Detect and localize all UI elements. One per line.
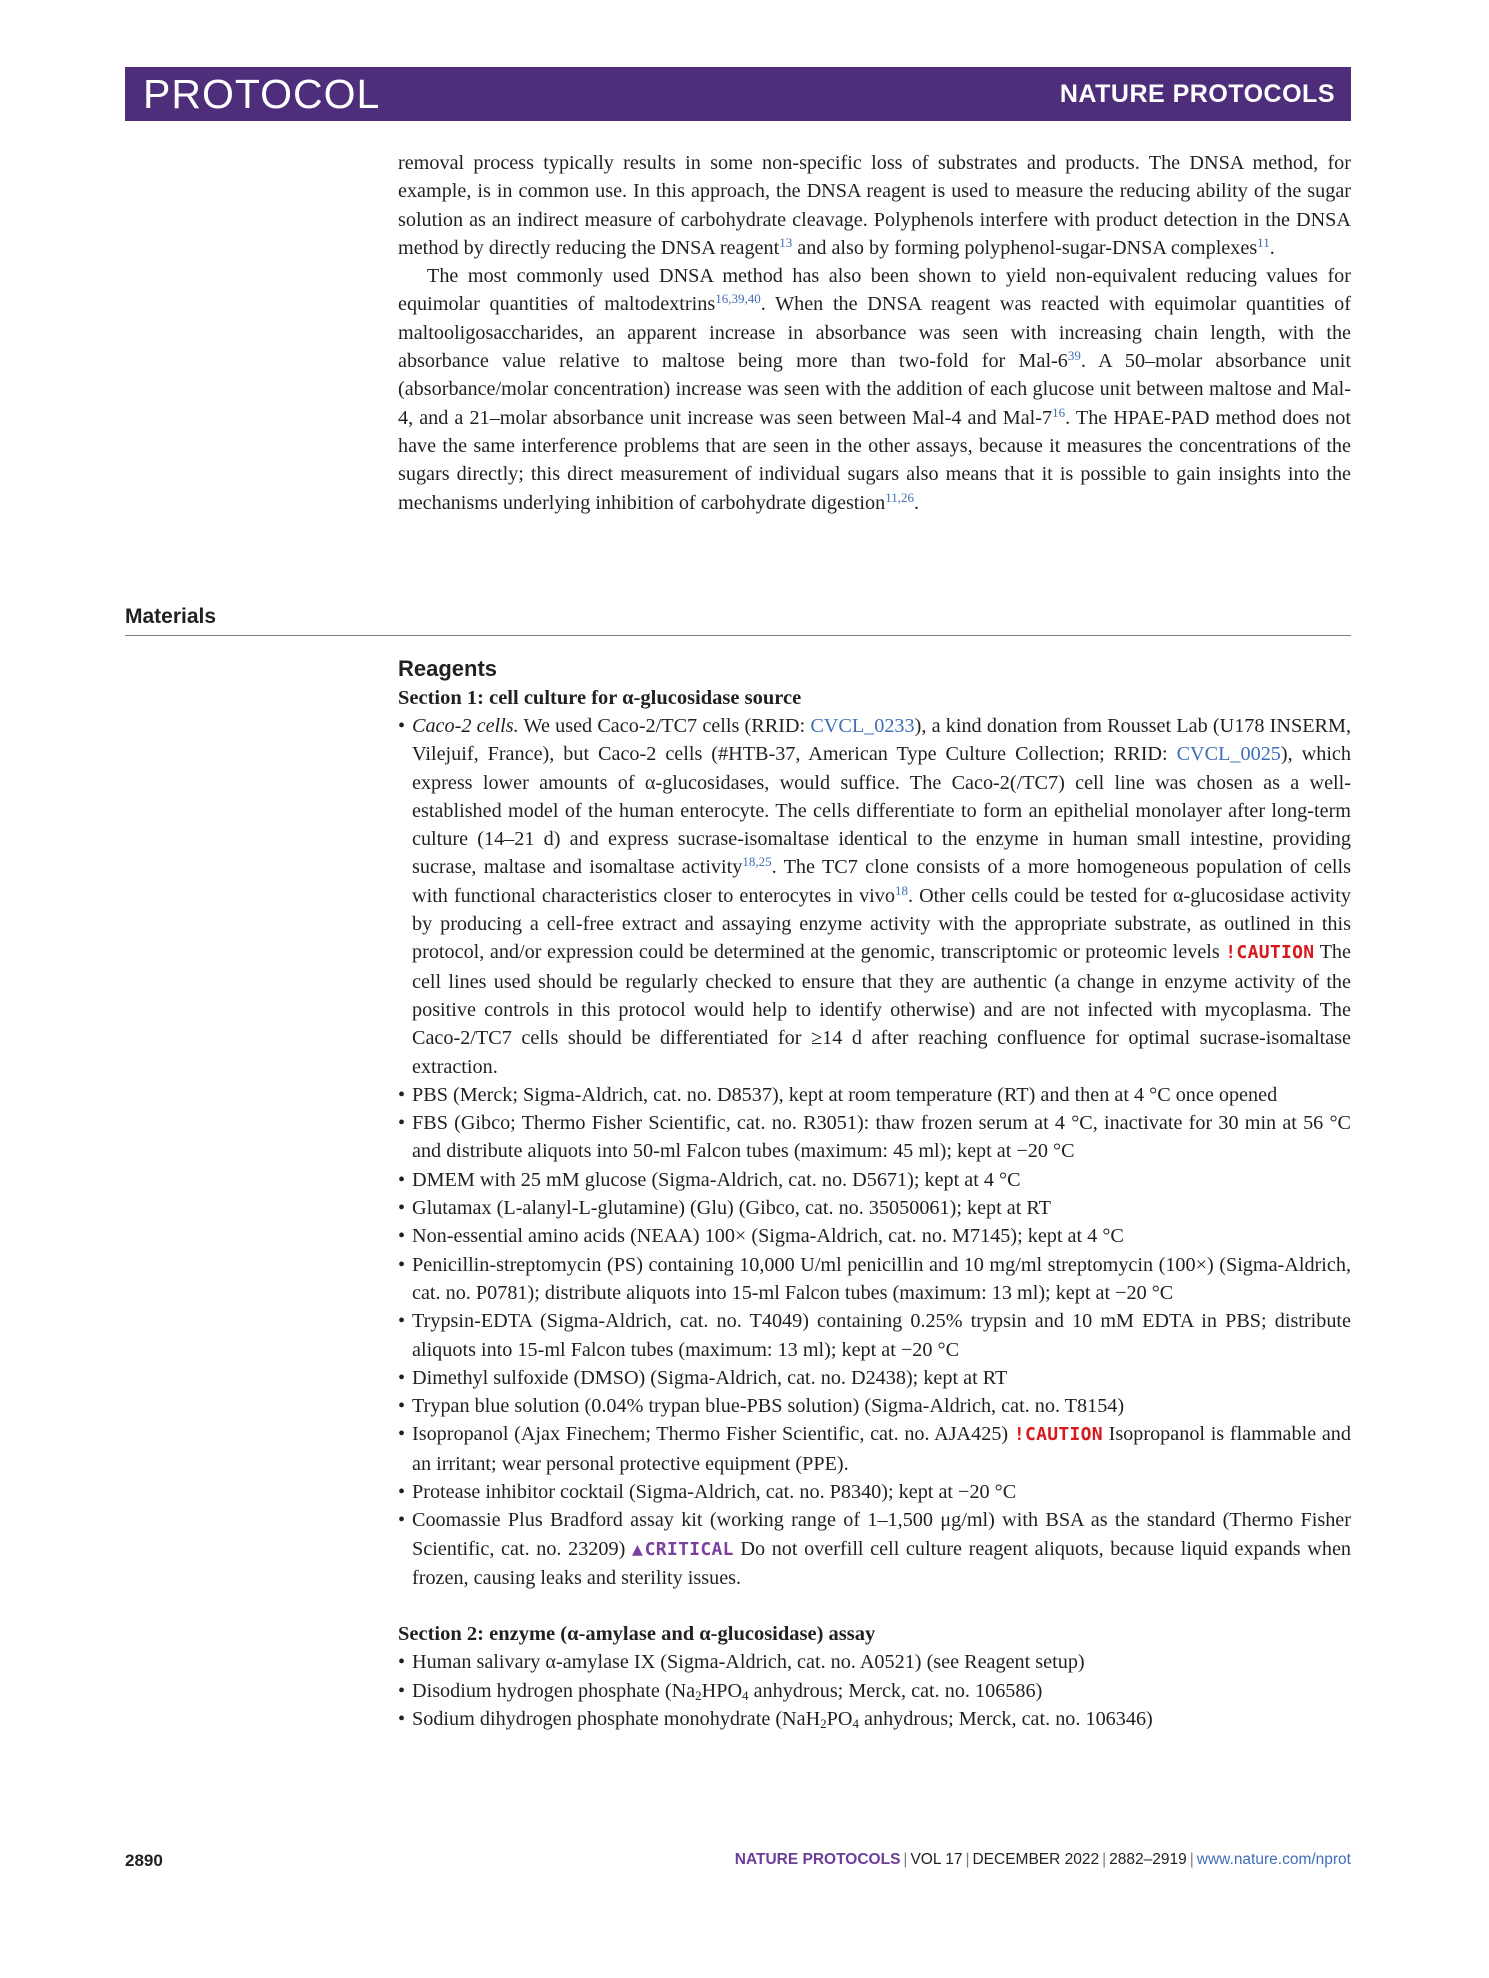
list-item: • Penicillin-streptomycin (PS) containing 10,000 U/ml penicillin and 10 mg/ml streptomycin (100×) (Sigma-Aldrich, cat. no. P0781); distribute aliquots into 15-ml Falcon tubes (maximum: 13 ml); kept at −20 °C (398, 1251, 1351, 1308)
intro-paragraph-2: The most commonly used DNSA method has also been shown to yield non-equivalent reducing values for equimolar quantities of maltodextrins$^{16,39,40}$. When the DNSA reagent was reacted with equimolar quantities of maltooligosaccharides, an apparent increase in absorbance was seen with increasing chain length, with the absorbance value relative to maltose being more than two-fold for Mal-6$^{39}$. A 50–molar absorbance unit (absorbance/molar concentration) increase was seen with the addition of each glucose unit between maltose and Mal-4, and a 21–molar absorbance unit increase was seen between Mal-4 and Mal-7$^{16}$. The HPAE-PAD method does not have the same interference problems that are seen in the other assays, because it measures the concentrations of the sugars directly; this direct measurement of individual sugars also means that it is possible to gain insights into the mechanisms underlying inhibition of carbohydrate digestion$^{11,26}$. (398, 265, 1352, 514)
citation-link[interactable]: 16 (1052, 404, 1066, 420)
journal-label: NATURE PROTOCOLS (1059, 80, 1335, 108)
caution-label: !CAUTION (1225, 942, 1315, 964)
section-1-list (398, 712, 1351, 1592)
footer-volume: VOL 17 (910, 1851, 963, 1868)
header-banner (125, 67, 1351, 121)
list-item: • DMEM with 25 mM glucose (Sigma-Aldrich, cat. no. D5671); kept at 4 °C (398, 1166, 1351, 1194)
list-item: • PBS (Merck; Sigma-Aldrich, cat. no. D8537), kept at room temperature (RT) and then at 4 °C once opened (398, 1081, 1351, 1109)
citation-link[interactable]: 13 (779, 234, 793, 250)
footer-date: DECEMBER 2022 (972, 1851, 1100, 1868)
list-item: • Non-essential amino acids (NEAA) 100× (Sigma-Aldrich, cat. no. M7145); kept at 4 °C (398, 1222, 1351, 1250)
rrid-link[interactable]: CVCL_0233 (810, 715, 915, 737)
section-label: PROTOCOL (143, 71, 381, 117)
list-item: • FBS (Gibco; Thermo Fisher Scientific, cat. no. R3051): thaw frozen serum at 4 °C, inactivate for 30 min at 56 °C and distribute aliquots into 50-ml Falcon tubes (maximum: 45 ml); kept at −20 °C (398, 1109, 1351, 1166)
page-number: 2890 (125, 1851, 163, 1870)
citation-link[interactable]: 16,39,40 (715, 291, 761, 307)
intro-paragraph-1: removal process typically results in some non-specific loss of substrates and products. The DNSA method, for example, is in common use. In this approach, the DNSA reagent is used to measure the reducing ability of the sugar solution as an indirect measure of carbohydrate cleavage. Polyphenols interfere with product detection in the DNSA method by directly reducing the DNSA reagent$^{13}$ and also by forming polyphenol-sugar-DNSA complexes$^{11}$. (398, 152, 1351, 259)
footer-pages: 2882–2919 (1109, 1851, 1187, 1868)
footer-journal: NATURE PROTOCOLS (734, 1851, 901, 1868)
materials-heading: Materials (125, 605, 217, 628)
list-item: • Protease inhibitor cocktail (Sigma-Aldrich, cat. no. P8340); kept at −20 °C (398, 1478, 1351, 1506)
citation-link[interactable]: 18 (894, 882, 908, 898)
list-item: • Sodium dihydrogen phosphate monohydrate ($NaH_2PO_4$ anhydrous; Merck, cat. no. 106346) (398, 1705, 1351, 1733)
caution-label: !CAUTION (1013, 1424, 1103, 1446)
section-divider (125, 635, 1351, 636)
footer-url-link[interactable]: www.nature.com/nprot (1196, 1851, 1351, 1868)
list-item: • Glutamax (L-alanyl-L-glutamine) (Glu) (Gibco, cat. no. 35050061); kept at RT (398, 1194, 1351, 1222)
citation-link[interactable]: 18,25 (742, 854, 772, 870)
section-2-list (398, 1648, 1351, 1733)
list-item: • Disodium hydrogen phosphate ($Na_2HPO_4$ anhydrous; Merck, cat. no. 106586) (398, 1677, 1351, 1705)
list-item: • Caco-2 cells. We used Caco-2/TC7 cells (RRID: CVCL_0233), a kind donation from Rousset Lab (U178 INSERM, Vilejuif, France), but Caco-2 cells (#HTB-37, American Type Culture Collection; RRID: CVCL_0025), which express lower amounts of α-glucosidases, would suffice. The Caco-2(/TC7) cell line was chosen as a well-established model of the human enterocyte. The cells differentiate to form an epithelial monolayer after long-term culture (14–21 d) and express sucrase-isomaltase identical to the enzyme in human small intestine, providing sucrase, maltase and isomaltase activity$^{18,25}$. The TC7 clone consists of a more homogeneous population of cells with functional characteristics closer to enterocytes in vivo$^{18}$. Other cells could be tested for α-glucosidase activity by producing a cell-free extract and assaying enzyme activity with the appropriate substrate, as outlined in this protocol, and/or expression could be determined at the genomic, transcriptomic or proteomic levels !CAUTION The cell lines used should be regularly checked to ensure that they are authentic (a change in enzyme activity of the positive controls in this protocol would help to identify otherwise) and are not infected with mycoplasma. The Caco-2/TC7 cells should be differentiated for ≥14 d after reaching confluence for optimal sucrase-isomaltase extraction. (398, 712, 1351, 1081)
list-item: • Coomassie Plus Bradford assay kit (working range of 1–1,500 μg/ml) with BSA as the standard (Thermo Fisher Scientific, cat. no. 23209) ▲CRITICAL Do not overfill cell culture reagent aliquots, because liquid expands when frozen, causing leaks and sterility issues. (398, 1506, 1351, 1592)
reagents-block (398, 654, 1351, 1733)
list-item: • Isopropanol (Ajax Finechem; Thermo Fisher Scientific, cat. no. AJA425) !CAUTION Isopropanol is flammable and an irritant; wear personal protective equipment (PPE). (398, 1420, 1351, 1478)
section-2-heading: Section 2: enzyme (α-amylase and α-glucosidase) assay (398, 1623, 876, 1646)
rrid-link[interactable]: CVCL_0025 (1176, 743, 1281, 766)
reagents-title: Reagents (398, 656, 498, 681)
list-item: • Trypsin-EDTA (Sigma-Aldrich, cat. no. T4049) containing 0.25% trypsin and 10 mM EDTA in PBS; distribute aliquots into 15-ml Falcon tubes (maximum: 13 ml); kept at −20 °C (398, 1307, 1351, 1364)
citation-link[interactable]: 11 (1257, 234, 1270, 250)
intro-text (398, 149, 1351, 517)
citation-link[interactable]: 11,26 (885, 489, 914, 505)
citation-link[interactable]: 39 (1067, 348, 1081, 364)
list-item: • Dimethyl sulfoxide (DMSO) (Sigma-Aldrich, cat. no. D2438); kept at RT (398, 1364, 1351, 1392)
list-item: • Human salivary α-amylase IX (Sigma-Aldrich, cat. no. A0521) (see Reagent setup) (398, 1648, 1351, 1676)
footer-citation: NATURE PROTOCOLS | VOL 17 | DECEMBER 2022 | 2882–2919 | www.nature.com/nprot (734, 1851, 1351, 1868)
list-item: • Trypan blue solution (0.04% trypan blue-PBS solution) (Sigma-Aldrich, cat. no. T8154) (398, 1392, 1351, 1420)
critical-label: ▲CRITICAL (631, 1538, 734, 1560)
section-1-heading: Section 1: cell culture for α-glucosidase source (398, 687, 802, 709)
